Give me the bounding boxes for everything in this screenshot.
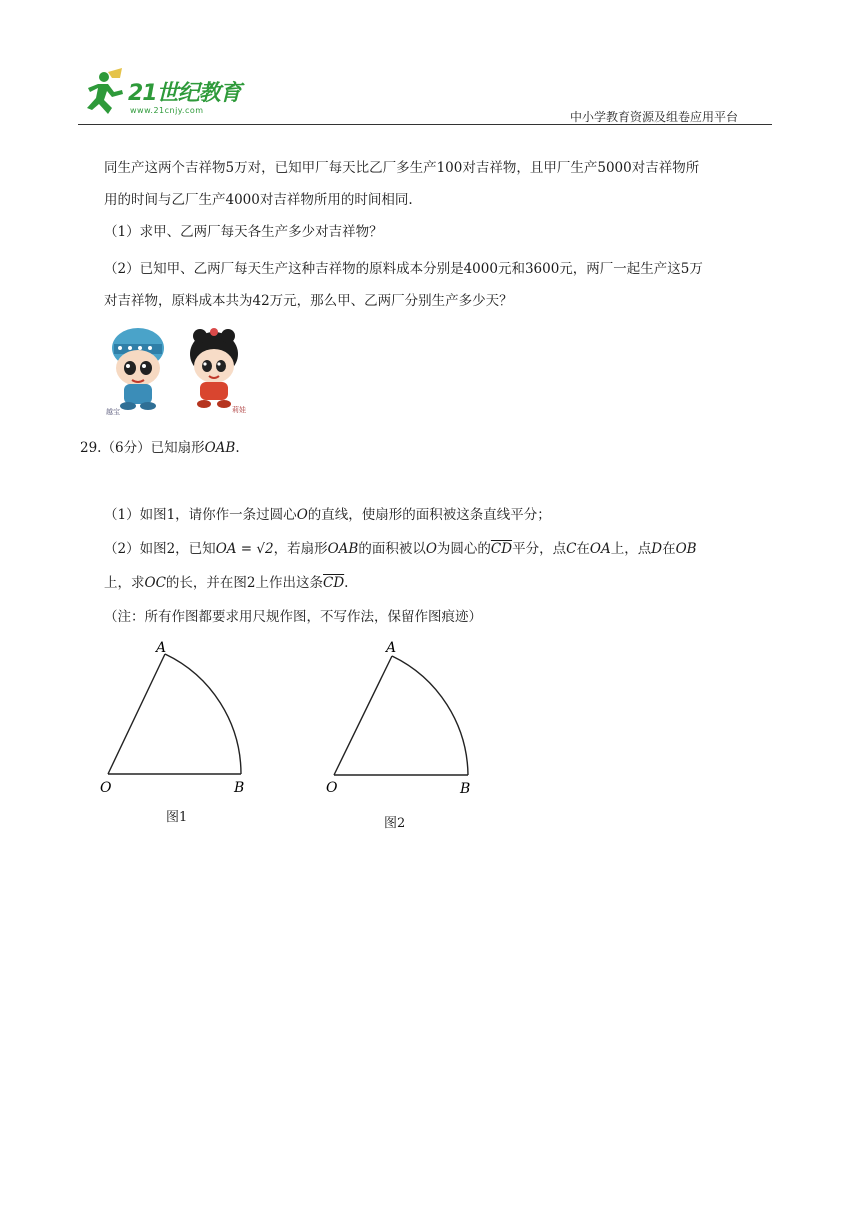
q28-sub2-line1: （2）已知甲、乙两厂每天生产这种吉祥物的原料成本分别是4000元和3600元，两厂一起生产这5万	[104, 261, 703, 277]
mascot-right-figure	[190, 328, 238, 408]
figure-1-caption: 图1	[166, 810, 188, 825]
mascot-left-label: 越宝	[106, 408, 120, 416]
q29-score: （6分）已知扇形	[101, 440, 205, 456]
q28-sub1: （1）求甲、乙两厂每天各生产多少对吉祥物？	[104, 224, 383, 240]
q28-sub2-line2: 对吉祥物，原料成本共为42万元，那么甲、乙两厂分别生产多少天？	[104, 293, 513, 309]
q29-sub2-text-a: （2）如图2，已知	[104, 541, 216, 557]
q29-sub2-arc-cd: $\overline{CD}$	[490, 541, 513, 557]
q29-note: （注：所有作图都要求用尺规作图，不写作法，保留作图痕迹）	[104, 609, 482, 625]
q29-sub1-text-b: 的直线，使扇形的面积被这条直线平分；	[307, 507, 551, 523]
q29-sub2-line1	[104, 539, 697, 559]
fig2-label-b: B	[460, 781, 471, 797]
q29-line3-oc: OC	[144, 575, 166, 591]
fig1-label-b: B	[234, 780, 245, 796]
q28-line1: 同生产这两个吉祥物5万对，已知甲厂每天比乙厂多生产100对吉祥物，且甲厂生产5000对吉祥物所	[104, 160, 700, 176]
q29-oab: OAB	[204, 440, 236, 456]
q29-sub1-o: O	[296, 507, 308, 523]
mascot-illustration	[104, 326, 252, 418]
q29-sub2-c: C	[566, 541, 577, 557]
mascot-right-label: 莉娃	[232, 406, 246, 414]
q29-sub2-text-c: 的面积被以	[358, 541, 426, 557]
figure-1	[96, 636, 256, 826]
q29-sub2-OB: OB	[675, 541, 697, 557]
q29-sub2-text-b: ，若扇形	[273, 541, 328, 557]
q29-sub2-d: D	[651, 541, 663, 557]
q29-sub1	[104, 505, 551, 525]
figure-2-caption: 图2	[384, 816, 406, 831]
q29-sub2-text-d: 为圆心的	[436, 541, 491, 557]
q29-sub2-OA: OA	[589, 541, 611, 557]
logo-url: www.21cnjy.com	[130, 106, 204, 115]
arc-ab	[165, 654, 241, 774]
figure-2	[322, 636, 482, 826]
fig1-label-a: A	[156, 640, 167, 656]
q29-heading	[80, 438, 240, 458]
platform-title: 中小学教育资源及组卷应用平台	[569, 110, 738, 124]
q29-line3-text-a: 上，求	[104, 575, 145, 591]
q29-sub1-text-a: （1）如图1，请你作一条过圆心	[104, 507, 297, 523]
page-header	[78, 62, 772, 128]
logo	[78, 68, 258, 122]
arc-ab	[392, 656, 468, 775]
q29-sub2-text-g: 上，点	[610, 541, 652, 557]
mascot-left-figure	[112, 328, 164, 410]
q29-sub2-o: O	[425, 541, 437, 557]
q29-sub2-oa: OA = √2	[215, 541, 274, 557]
q29-period: .	[235, 440, 240, 456]
q29-sub2-line2	[104, 573, 348, 593]
q29-line3-arc-cd: $\overline{CD}$	[323, 575, 345, 591]
radius-oa	[334, 656, 392, 775]
logo-text: 21世纪教育	[128, 81, 241, 106]
q28-line2: 用的时间与乙厂生产4000对吉祥物所用的时间相同.	[104, 192, 413, 208]
header-rule	[78, 124, 772, 125]
fig2-label-a: A	[386, 640, 397, 656]
q29-sub2-text-h: 在	[662, 541, 676, 557]
q29-line3-text-b: 的长，并在图2上作出这条	[165, 575, 323, 591]
fig2-label-o: O	[326, 780, 338, 796]
q29-sub2-text-f: 在	[576, 541, 590, 557]
q29-sub2-text-e: 平分，点	[512, 541, 567, 557]
q29-line3-text-c: .	[344, 575, 349, 591]
runner-icon	[78, 68, 128, 118]
q29-number: 29.	[80, 440, 102, 456]
q29-sub2-oab: OAB	[327, 541, 359, 557]
radius-oa	[108, 654, 165, 774]
fig1-label-o: O	[100, 780, 112, 796]
